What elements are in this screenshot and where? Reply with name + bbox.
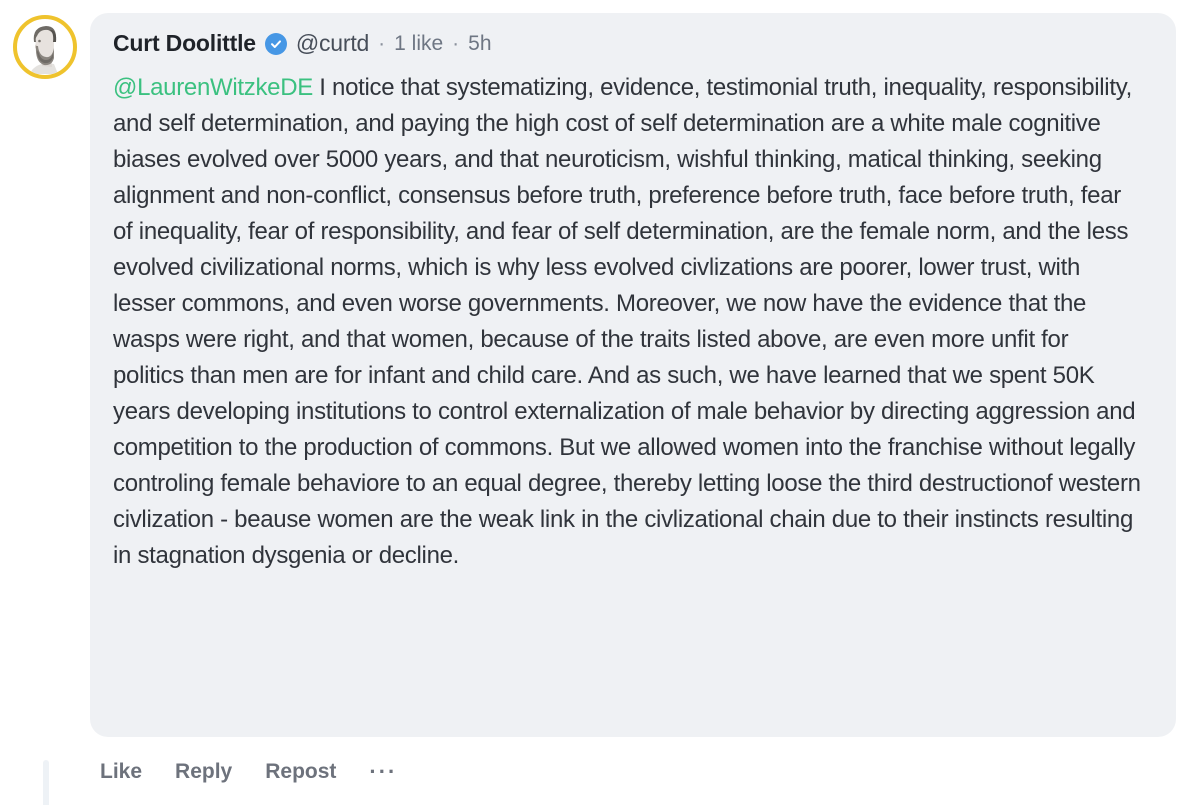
timestamp: 5h <box>468 31 492 55</box>
action-bar <box>100 759 397 785</box>
like-count[interactable]: 1 like <box>394 31 444 55</box>
like-button[interactable]: Like <box>100 760 143 783</box>
verified-check-icon <box>265 33 287 55</box>
more-options-button[interactable]: ··· <box>369 759 398 784</box>
post-body <box>113 70 1143 574</box>
post-text: I notice that systematizing, evidence, testimonial truth, inequality, responsibility, and self determination, and paying the high cost of self determination are a white male cognitive biases evolved over 5000 years, and that neuroticism, wishful thinking, matical thinking, seeking alignment and non-conflict, consensus before truth, preference before truth, face before truth, fear of inequality, fear of responsibility, and fear of self determination, are the female norm, and the less evolved civilizational norms, which is why less evolved civlizations are poorer, lower trust, with lesser commons, and even worse governments. Moreover, we now have the evidence that the wasps were right, and that women, because of the traits listed above, are even more unfit for politics than men are for infant and child care. And as such, we have learned that we spent 50K years developing institutions to control externalization of male behavior by directing aggression and competition to the production of commons. But we allowed women into the franchise without legally controling female behaviore to an equal degree, thereby letting loose the third destructionof western civlization - beause women are the weak link in the civlizational chain due to their instincts resulting in stagnation dysgenia or decline. <box>113 74 1141 569</box>
reply-button[interactable]: Reply <box>175 760 233 783</box>
author-display-name[interactable]: Curt Doolittle <box>113 30 256 56</box>
author-handle[interactable]: @curtd <box>295 30 370 56</box>
bearded-man-sketch-portrait-icon <box>18 20 72 74</box>
meta-separator: · <box>452 31 460 55</box>
thread-connector-line <box>43 760 49 805</box>
meta-separator: · <box>378 31 386 55</box>
post-header <box>113 30 1146 57</box>
post-bubble <box>90 13 1176 737</box>
avatar[interactable] <box>13 15 77 79</box>
mention-link[interactable]: @LaurenWitzkeDE <box>113 74 313 101</box>
repost-button[interactable]: Repost <box>265 760 337 783</box>
